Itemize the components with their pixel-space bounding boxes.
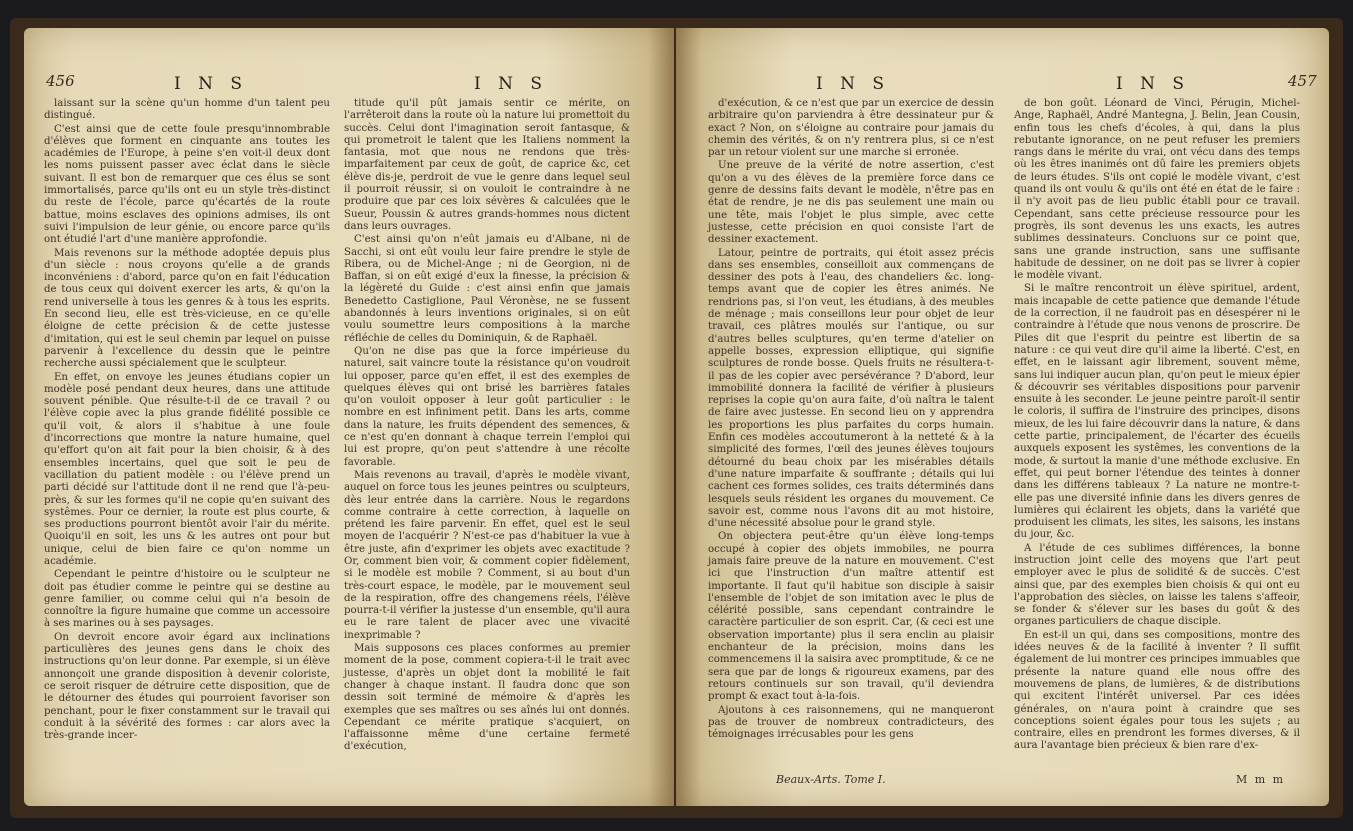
paragraph: En est-il un qui, dans ses compositions, montre des idées neuves & de la facilité à inventer ? Il suffit également de lui montrer ces principes immuables que présente la nature quand elle nous offre des mouvemens de plans, de lumières, & de distributions qui excitent l'intérêt universel. Par ces idées générales, on n'aura point à craindre que ses conceptions soient égales pour tous les sujets ; au contraire, elles en prendront les formes diverses, & il aura l'avantage bien précieux & bien rare d'ex- (1014, 629, 1300, 752)
running-head: I N S (174, 74, 249, 94)
text-column (44, 98, 330, 743)
text-column (708, 98, 994, 742)
paragraph: A l'étude de ces sublimes différences, la bonne instruction joint celle des moyens que l'art peut employer avec le plus de solidité & de succès. C'est ainsi que, par des exemples bien choisis & qui ont eu l'approbation des siècles, on laisse les talens s'affeoir, se fonder & s'élever sur les bases du goût & des organes particuliers de chaque disciple. (1014, 542, 1300, 628)
paragraph: Cependant le peintre d'histoire ou le sculpteur ne doit pas étudier comme le peintre qui se destine au genre familier, ou comme celui qui n'a besoin de connoître la figure humaine que comme un accessoire à ses marines ou à ses paysages. (44, 569, 330, 630)
paragraph: On objectera peut-être qu'un élève long-temps occupé à copier des objets immobiles, ne pourra jamais faire preuve de la nature en mouvement. C'est ici que l'instruction d'un maître attentif est importante. Il faut qu'il habitue son disciple à saisir l'ensemble de l'objet de son imitation avec le plus de célérité possible, sans cependant contraindre le caractère particulier de son esprit. Car, (& ceci est une observation importante) plus il sera enclin au plaisir enchanteur de la précision, moins dans les commencemens il la saisira avec promptitude, & ce ne sera que par de longs & rigoureux examens, par des retours continuels sur son travail, qu'il deviendra prompt & exact tout à-la-fois. (708, 531, 994, 703)
paragraph: Latour, peintre de portraits, qui étoit assez précis dans ses ensembles, conseilloit aux commençans de dessiner des pots à l'eau, des chandeliers &c. long-temps avant que de copier les êtres animés. Ne rendrions pas, si l'on veut, les étudians, à des meubles de ménage ; mais conseillons leur pour objet de leur travail, ces plâtres moulés sur l'antique, ou sur d'autres belles sculptures, qu'en terme d'atelier on appelle bosses, expression elliptique, qui signifie sculptures de ronde bosse. Quels fruits ne résultera-t-il pas de les copier avec persévérance ? D'abord, leur immobilité donnera la facilité de vérifier à plusieurs reprises la copie qu'on aura faite, d'où naîtra le talent de faire avec justesse. En second lieu on y apprendra les proportions les plus parfaites du corps humain. Enfin ces modèles accoutumeront à la netteté & à la simplicité des formes, l'œil des jeunes élèves toujours détourné du beau choix par les misérables détails d'une nature imparfaite & souffrante ; détails qui lui cachent ces formes solides, ces traits déterminés dans lesquels seuls résident les organes du mouvement. Ce savoir est, comme nous l'avons dit au mot histoire, d'une nécessité absolue pour le grand style. (708, 247, 994, 530)
running-head: I N S (816, 74, 891, 94)
footer-title: Beaux-Arts. Tome I. (776, 773, 886, 786)
signature-mark: M m m (1236, 773, 1286, 786)
paragraph: Une preuve de la vérité de notre assertion, c'est qu'on a vu des élèves de la première force dans ce genre de dessins faits devant le modèle, n'être pas en état de rendre, je ne dis pas seulement une main ou une tête, mais l'objet le plus simple, avec cette justesse, cette précision en quoi consiste l'art de dessiner exactement. (708, 160, 994, 246)
paragraph: d'exécution, & ce n'est que par un exercice de dessin arbitraire qu'on parviendra à être dessinateur pur & exact ? Non, on s'éloigne au contraire pour jamais du chemin des vérités, & on n'y rentrera plus, si ce n'est par un retour violent sur une marche si erronée. (708, 98, 994, 159)
paragraph: Ajoutons à ces raisonnemens, qui ne manqueront pas de trouver de nombreux contradicteurs, des témoignages irrécusables pour les gens (708, 704, 994, 741)
paragraph: Mais revenons sur la méthode adoptée depuis plus d'un siècle : nous croyons qu'elle a de grands inconvéniens : d'abord, parce qu'on en fait l'éducation de tous ceux qui doivent exercer les arts, & qu'on la rend universelle à tous les genres & à tous les esprits. En second lieu, elle est très-vicieuse, en ce qu'elle éloigne de cette précision & de cette justesse d'imitation, qui est le seul chemin par lequel on puisse parvenir à l'excellence du dessin que le peintre recherche aussi spécialement que le sculpteur. (44, 247, 330, 370)
paragraph: titude qu'il pût jamais sentir ce mérite, on l'arrêteroit dans la route où la nature lui promettoit du succès. Celui dont l'imagination seroit fantasque, & qui prometroit le talent que les Italiens nomment la fantasia, mot que nous ne rendons que très-imparfaitement par ceux de goût, de caprice &c, cet élève dis-je, perdroit de vue le genre dans lequel seul il pourroit réussir, si on vouloit le contraindre à ne produire que par ces loix sévères & calculées que le Sueur, Poussin & autres grands-hommes nous dictent dans leurs ouvrages. (344, 98, 630, 232)
paragraph: En effet, on envoye les jeunes étudians copier un modèle posé pendant deux heures, dans une attitude souvent pénible. Que résulte-t-il de ce travail ? ou l'élève copie avec la plus grande fidélité possible ce qu'il voit, & alors il s'habitue à une foule d'incorrections que montre la nature humaine, quel qu'effort qu'on ait fait pour la bien choisir, & à des ensembles incertains, quel que soit le peu de vacillation du patient modèle : ou l'élève prend un parti décidé sur l'attitude dont il ne rend que l'à-peu-près, & sur les formes qu'il ne copie qu'en suivant des systêmes. Pour ce dernier, la route est plus courte, & ses productions pourront bientôt avoir l'air du mérite. Quoiqu'il en soit, les uns & les autres ont pour but unique, celui de bien faire ce qu'on nomme un académie. (44, 371, 330, 567)
text-column (1014, 98, 1300, 754)
text-column (344, 98, 630, 755)
paragraph: Si le maître rencontroit un élève spirituel, ardent, mais incapable de cette patience que demande l'étude de la correction, il ne faudroit pas en désespérer ni le contraindre à l'étude que nous venons de proscrire. De Piles dit que l'esprit du peintre est libertin de sa nature : ce qui veut dire qu'il aime la liberté. C'est, en effet, en le laissant agir librement, souvent même, sans lui indiquer aucun plan, qu'on peut le mieux épier & découvrir ses véritables dispositions pour parvenir ensuite à les seconder. Le jeune peintre paroît-il sentir le coloris, il suffira de l'instruire des principes, disons mieux, de les lui faire découvrir dans la nature, & dans cette partie, principalement, de l'écarter des écueils auxquels exposent les systêmes, les conventions de la mode, & surtout la manie d'une méthode exclusive. En effet, qui peut borner l'étendue des teintes à donner dans les différens tableaux ? La nature ne montre-t-elle pas une diversité infinie dans les divers genres de lumières qui éclairent les objets, dans la variété que produisent les climats, les sites, les saisons, les instans du jour, &c. (1014, 283, 1300, 541)
paragraph: C'est ainsi qu'on n'eût jamais eu d'Albane, ni de Sacchi, si ont eût voulu leur faire prendre le style de Ribera, ou de Michel-Ange ; ni de Georgion, ni de Baffan, si on eût exigé d'eux la finesse, la précision & la légèreté du Guide : c'est ainsi enfin que jamais Benedetto Castiglione, Paul Véronèse, ne se fussent abandonnés à leurs inventions originales, si on eût voulu soumettre leurs compositions à la marche réfléchie de celles du Dominiquin, & de Raphaël. (344, 234, 630, 344)
page-number: 457 (1288, 72, 1317, 90)
paragraph: de bon goût. Léonard de Vinci, Pérugin, Michel-Ange, Raphaël, André Mantegna, J. Belin, Jean Cousin, enfin tous les chefs d'écoles, à qui, dans la plus rebutante ignorance, on ne peut refuser les premiers rangs dans le mérite du vrai, ont vécu dans des temps où les êtres inanimés ont dû faire les premiers objets de leurs études. S'ils ont copié le modèle vivant, c'est quand ils ont voulu & qu'ils ont été en état de le faire : il n'y avoit pas de lieu public établi pour ce travail. Cependant, sans cette précieuse ressource pour les progrès, ils sont devenus les uns exacts, les autres sublimes dessinateurs. Concluons sur ce point que, sans une grande instruction, sans une suffisante habitude de dessiner, on ne doit pas se livrer à copier le modèle vivant. (1014, 98, 1300, 282)
left-page (24, 28, 674, 806)
page-number: 456 (46, 72, 75, 90)
paragraph: laissant sur la scène qu'un homme d'un talent peu distingué. (44, 98, 330, 122)
open-book (10, 18, 1343, 818)
right-page (676, 28, 1329, 806)
paragraph: Mais supposons ces places conformes au premier moment de la pose, comment copiera-t-il le trait avec justesse, d'après un objet dont la mobilité le fait changer à chaque instant. Il faudra donc que son dessin soit terminé de mémoire & d'après les exemples que ses maîtres ou ses aînés lui ont donnés. Cependant ce mérite pratique s'acquiert, on l'affaissonne même d'une certaine fermeté d'exécution, (344, 643, 630, 753)
paragraph: On devroit encore avoir égard aux inclinations particulières des jeunes gens dans le choix des instructions qu'on leur donne. Par exemple, si un élève annonçoit une grande disposition à devenir coloriste, ce seroit risquer de détruire cette disposition, que de le détourner des études qui pourroient favoriser son penchant, pour le fixer constamment sur le travail qui conduit à la sévérité des formes : car alors avec la très-grande incer- (44, 631, 330, 742)
running-head: I N S (1116, 74, 1191, 94)
paragraph: C'est ainsi que de cette foule presqu'innombrable d'élèves que forment en cinquante ans toutes les académies de l'Europe, à peine s'en voit-il deux dont les noms puissent passer avec éclat dans le siècle suivant. Il est bon de remarquer que ces élus se sont immortalisés, parce qu'ils ont eu un style très-distinct du reste de l'école, parce qu'écartés de la route battue, moins esclaves des opinions admises, ils ont suivi l'impulsion de leur génie, ou encore parce qu'ils ont étudié l'art d'une manière approfondie. (44, 123, 330, 246)
running-head: I N S (474, 74, 549, 94)
paragraph: Qu'on ne dise pas que la force impérieuse du naturel, sait vaincre toute la résistance qu'on voudroit lui opposer, parce qu'en effet, il est des exemples de quelques élèves qui ont brisé les barrières fatales qu'on vouloit opposer à leur goût particulier : le nombre en est infiniment petit. Dans les arts, comme dans la nature, les fruits dépendent des semences, & ce n'est qu'en donnant à chaque terrein l'emploi qui lui est propre, qu'on peut s'attendre à une récolte favorable. (344, 345, 630, 468)
paragraph: Mais revenons au travail, d'après le modèle vivant, auquel on force tous les jeunes peintres ou sculpteurs, dès leur entrée dans la carrière. Nous le regardons comme contraire à cette correction, à laquelle on prétend les faire parvenir. En effet, quel est le seul moyen de l'acquérir ? N'est-ce pas d'habituer la vue à être juste, afin d'exprimer les objets avec exactitude ? Or, comment bien voir, & comment copier fidèlement, si le modèle est mobile ? Comment, si au bout d'un très-court espace, le modèle, par le mouvement seul de la respiration, offre des changemens réels, l'élève pourra-t-il vérifier la justesse d'un ensemble, qu'il aura eu le rare talent de placer avec une vivacité inexprimable ? (344, 469, 630, 641)
